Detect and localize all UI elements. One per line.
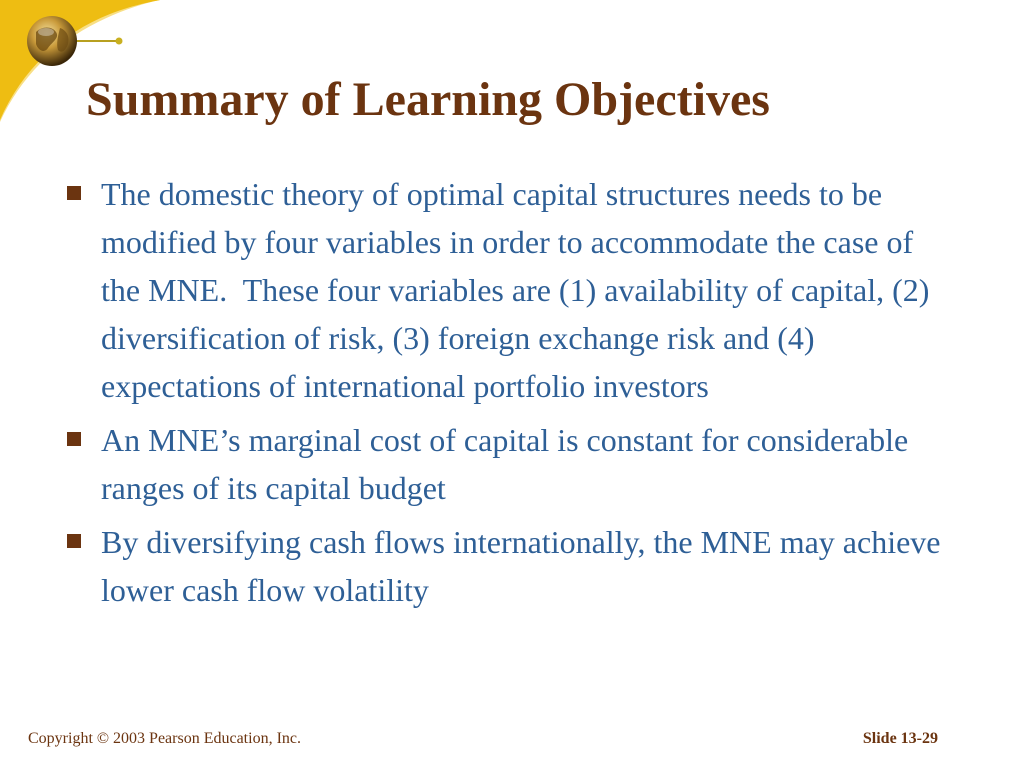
slide-title: Summary of Learning Objectives: [86, 73, 770, 126]
bullet-item: [64, 170, 954, 410]
bullet-text: By diversifying cash flows internationally, the MNE may achieve lower cash flow volatility: [101, 524, 941, 608]
slide-number: Slide 13-29: [862, 730, 938, 747]
bullet-item: [64, 518, 954, 614]
bullet-list: [64, 170, 954, 620]
square-bullet-icon: [67, 432, 81, 446]
bullet-item: [64, 416, 954, 512]
square-bullet-icon: [67, 534, 81, 548]
square-bullet-icon: [67, 186, 81, 200]
globe-icon: [22, 14, 132, 74]
bullet-text: The domestic theory of optimal capital structures needs to be modified by four variables in order to accommodate the case of the MNE. These four variables are (1) availability of capital, (2) diversification of risk, (3) foreign exchange risk and (4) expectations of international portfolio investors: [101, 176, 930, 404]
footer-copyright: Copyright © 2003 Pearson Education, Inc.: [28, 730, 301, 747]
bullet-text: An MNE’s marginal cost of capital is constant for considerable ranges of its capital budget: [101, 422, 909, 506]
